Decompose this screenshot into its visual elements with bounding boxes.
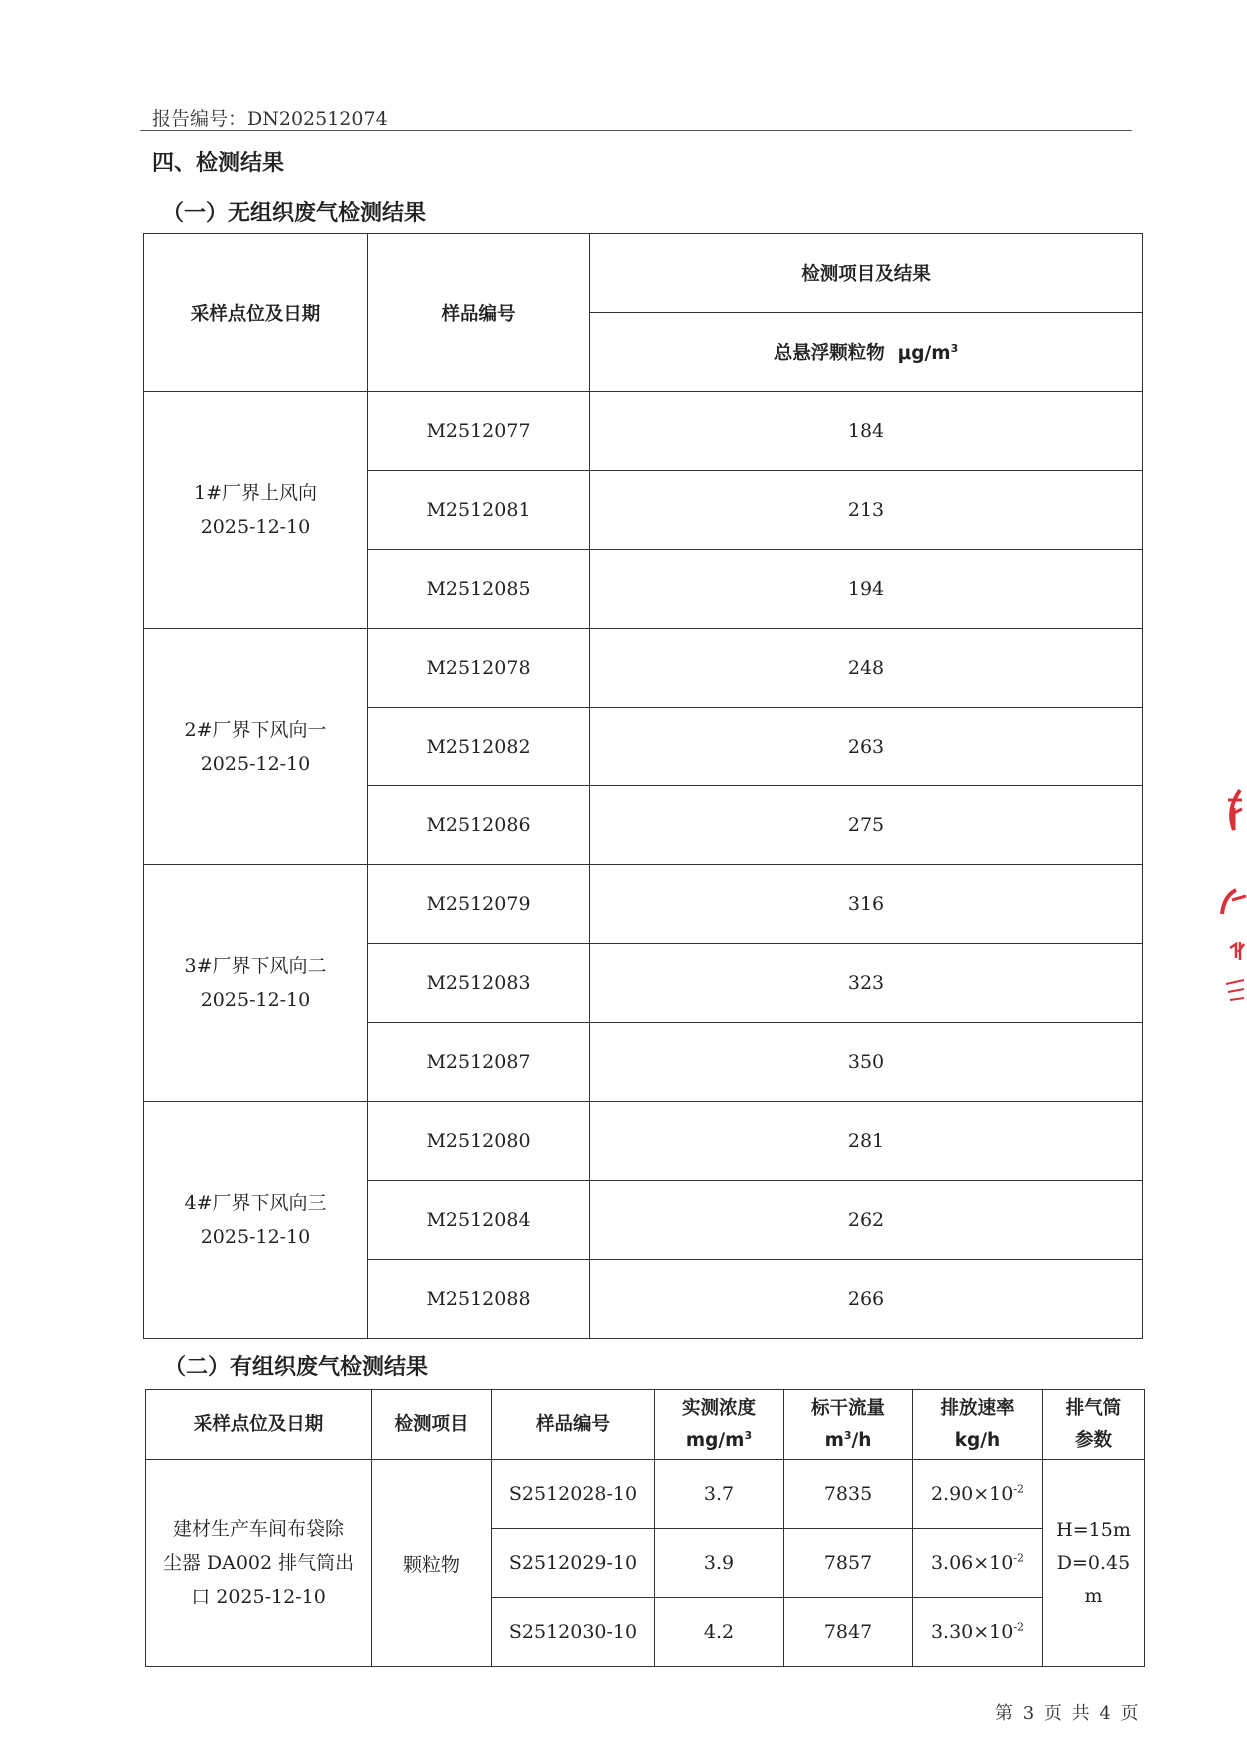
stack-label-2: 参数 — [1074, 1429, 1112, 1451]
tsp-value: 350 — [590, 1023, 1143, 1102]
rate-exp: -2 — [1013, 1551, 1025, 1565]
conc-value: 4.2 — [655, 1598, 784, 1667]
rate-base: 3.06×10 — [930, 1552, 1014, 1574]
sample-no: M2512081 — [368, 470, 590, 549]
flow-unit-sup: 3 — [843, 1428, 852, 1442]
header-items-results: 检测项目及结果 — [590, 234, 1143, 313]
flow-value: 7835 — [784, 1460, 913, 1529]
header-concentration — [655, 1390, 784, 1460]
tsp-value: 316 — [590, 865, 1143, 944]
stack-diameter-unit: m — [1084, 1584, 1103, 1607]
header-sample-no: 样品编号 — [492, 1390, 655, 1460]
table-row — [144, 392, 1143, 471]
location-name: 4#厂界下风向三 — [184, 1191, 327, 1214]
stack-height: H=15m — [1056, 1518, 1131, 1541]
flow-label: 标干流量 — [810, 1397, 885, 1419]
table-row — [144, 628, 1143, 707]
sample-no: M2512083 — [368, 944, 590, 1023]
rate-exp: -2 — [1013, 1482, 1025, 1496]
tsp-value: 275 — [590, 786, 1143, 865]
location-cell — [146, 1460, 372, 1667]
rate-value — [913, 1529, 1043, 1598]
tsp-value: 281 — [590, 1102, 1143, 1181]
location-date: 2025-12-10 — [200, 989, 311, 1012]
header-location-date: 采样点位及日期 — [144, 234, 368, 392]
header-location-date: 采样点位及日期 — [146, 1390, 372, 1460]
rate-base: 2.90×10 — [930, 1483, 1014, 1505]
organized-emission-table — [145, 1389, 1145, 1667]
rate-base: 3.30×10 — [930, 1621, 1014, 1643]
table-row — [144, 865, 1143, 944]
rate-value — [913, 1598, 1043, 1667]
tsp-value: 248 — [590, 628, 1143, 707]
seal-stamp — [1210, 770, 1247, 1030]
tsp-value: 184 — [590, 392, 1143, 471]
rate-value — [913, 1460, 1043, 1529]
location-line-1: 建材生产车间布袋除 — [172, 1518, 344, 1540]
sample-no: M2512082 — [368, 707, 590, 786]
sample-no: M2512088 — [368, 1259, 590, 1338]
unorganized-emission-title: （一）无组织废气检测结果 — [162, 201, 427, 226]
sample-no: M2512079 — [368, 865, 590, 944]
location-cell — [144, 628, 368, 865]
section-title: 四、检测结果 — [152, 151, 285, 176]
rate-unit: kg/h — [954, 1429, 1001, 1451]
location-name: 1#厂界上风向 — [193, 481, 317, 504]
sample-no: S2512028-10 — [492, 1460, 655, 1529]
header-emission-rate — [913, 1390, 1043, 1460]
tsp-value: 213 — [590, 470, 1143, 549]
flow-unit-pre: m — [824, 1429, 844, 1451]
location-line-2: 尘器 DA002 排气筒出 — [162, 1552, 355, 1574]
flow-unit-post: /h — [851, 1429, 872, 1451]
rate-label: 排放速率 — [940, 1397, 1015, 1419]
rate-exp: -2 — [1013, 1620, 1025, 1634]
sample-no: M2512085 — [368, 549, 590, 628]
location-cell — [144, 1102, 368, 1339]
report-number: 报告编号：DN202512074 — [152, 108, 388, 130]
location-cell — [144, 865, 368, 1102]
tsp-value: 194 — [590, 549, 1143, 628]
location-line-3: 口 2025-12-10 — [191, 1586, 326, 1608]
sample-no: M2512086 — [368, 786, 590, 865]
sample-no: M2512077 — [368, 392, 590, 471]
page-number: 第 3 页 共 4 页 — [995, 1703, 1141, 1724]
location-date: 2025-12-10 — [200, 752, 311, 775]
stack-label-1: 排气筒 — [1065, 1397, 1122, 1419]
stack-diameter: D=0.45 — [1056, 1551, 1131, 1574]
item-cell: 颗粒物 — [372, 1460, 492, 1667]
stack-params-cell — [1043, 1460, 1145, 1667]
organized-emission-title: （二）有组织废气检测结果 — [164, 1355, 429, 1380]
seal-stamp-graphic — [1210, 770, 1247, 1030]
location-cell — [144, 392, 368, 629]
header-flow — [784, 1390, 913, 1460]
header-tsp — [590, 313, 1143, 392]
location-name: 2#厂界下风向一 — [184, 718, 327, 741]
tsp-value: 263 — [590, 707, 1143, 786]
table-row — [144, 1102, 1143, 1181]
conc-unit-sup: 3 — [744, 1428, 753, 1442]
conc-value: 3.7 — [655, 1460, 784, 1529]
sample-no: M2512080 — [368, 1102, 590, 1181]
tsp-value: 266 — [590, 1259, 1143, 1338]
tsp-unit-sup: 3 — [950, 341, 959, 355]
sample-no: S2512029-10 — [492, 1529, 655, 1598]
flow-value: 7847 — [784, 1598, 913, 1667]
conc-label: 实测浓度 — [681, 1397, 756, 1419]
location-date: 2025-12-10 — [200, 515, 311, 538]
sample-no: M2512087 — [368, 1023, 590, 1102]
location-date: 2025-12-10 — [200, 1225, 311, 1248]
sample-no: M2512078 — [368, 628, 590, 707]
tsp-unit: μg/m — [897, 343, 951, 364]
location-name: 3#厂界下风向二 — [184, 955, 327, 978]
sample-no: S2512030-10 — [492, 1598, 655, 1667]
flow-value: 7857 — [784, 1529, 913, 1598]
conc-value: 3.9 — [655, 1529, 784, 1598]
header-divider — [140, 130, 1132, 131]
header-item: 检测项目 — [372, 1390, 492, 1460]
sample-no: M2512084 — [368, 1180, 590, 1259]
unorganized-emission-table — [143, 233, 1143, 1339]
header-stack-params — [1043, 1390, 1145, 1460]
table-row — [146, 1460, 1145, 1529]
conc-unit: mg/m — [685, 1429, 745, 1451]
tsp-label: 总悬浮颗粒物 — [773, 343, 885, 364]
header-sample-no: 样品编号 — [368, 234, 590, 392]
tsp-value: 262 — [590, 1180, 1143, 1259]
tsp-value: 323 — [590, 944, 1143, 1023]
